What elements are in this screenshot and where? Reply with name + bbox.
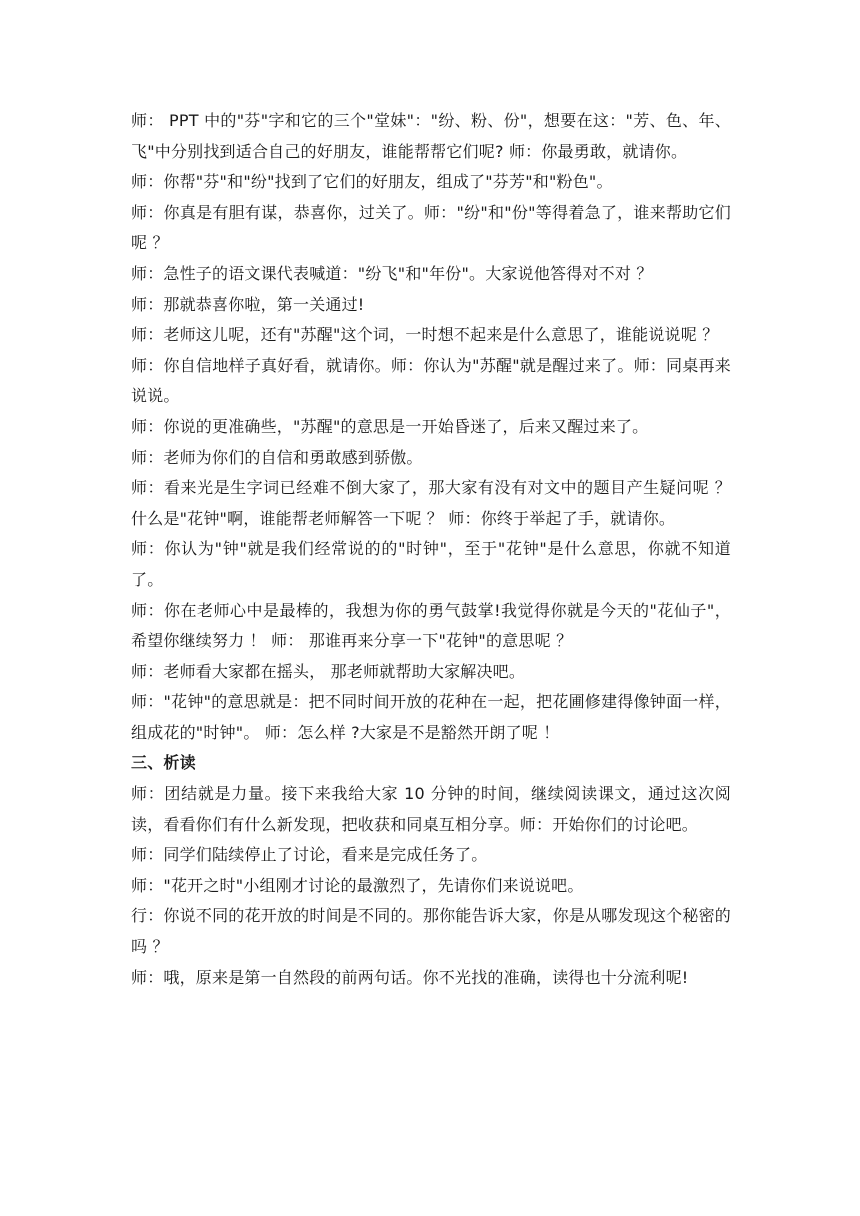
paragraph-3: 师：你真是有胆有谋，恭喜你，过关了。师："纷"和"份"等得着急了，谁来帮助它们呢 ？ bbox=[131, 202, 731, 253]
section-heading: 三、析读 bbox=[131, 753, 196, 773]
document-body bbox=[131, 106, 731, 993]
paragraph-15: 师：团结就是力量。接下来我给大家 10 分钟的时间，继续阅读课文，通过这次阅读，看看你们有什么新发现，把收获和同桌互相分享。师：开始你们的讨论吧。 bbox=[131, 784, 731, 834]
paragraph-12: 师：你在老师心中是最棒的，我想为你的勇气鼓掌!我觉得你就是今天的"花仙子"，希望你继续努力 ！ 师： 那谁再来分享一下"花钟"的意思呢 ？ bbox=[131, 600, 731, 651]
paragraph-1: 师： PPT 中的"芬"字和它的三个"堂妹"："纷、粉、份"，想要在这："芳、色、年、飞"中分别找到适合自己的好朋友，谁能帮帮它们呢? 师：你最勇敢，就请你。 bbox=[131, 111, 731, 161]
paragraph-11: 师：你认为"钟"就是我们经常说的的"时钟"，至于"花钟"是什么意思，你就不知道了。 bbox=[131, 539, 731, 589]
paragraph-2: 师：你帮"芬"和"纷"找到了它们的好朋友，组成了"芬芳"和"粉色"。 bbox=[131, 172, 613, 192]
paragraph-8: 师：你说的更准确些，"苏醒"的意思是一开始昏迷了，后来又醒过来了。 bbox=[131, 416, 649, 436]
paragraph-5: 师：那就恭喜你啦，第一关通过! bbox=[131, 294, 365, 314]
paragraph-14: 师："花钟"的意思就是：把不同时间开放的花种在一起，把花圃修建得像钟面一样，组成花的"时钟"。 师：怎么样 ?大家是不是豁然开朗了呢 ！ bbox=[131, 692, 731, 742]
paragraph-9: 师：老师为你们的自信和勇敢感到骄傲。 bbox=[131, 447, 423, 467]
paragraph-4: 师：急性子的语文课代表喊道："纷飞"和"年份"。大家说他答得对不对 ？ bbox=[131, 263, 653, 283]
paragraph-6: 师：老师这儿呢，还有"苏醒"这个词，一时想不起来是什么意思了，谁能说说呢 ？ bbox=[131, 325, 719, 345]
paragraph-7: 师：你自信地样子真好看，就请你。师：你认为"苏醒"就是醒过来了。师：同桌再来说说。 bbox=[131, 355, 731, 406]
paragraph-19: 师：哦，原来是第一自然段的前两句话。你不光找的准确，读得也十分流利呢! bbox=[131, 967, 689, 987]
paragraph-17: 师："花开之时"小组刚才讨论的最激烈了，先请你们来说说吧。 bbox=[131, 875, 584, 895]
paragraph-13: 师：老师看大家都在摇头， 那老师就帮助大家解决吧。 bbox=[131, 661, 526, 681]
paragraph-18: 行：你说不同的花开放的时间是不同的。那你能告诉大家，你是从哪发现这个秘密的吗 ？ bbox=[131, 906, 731, 957]
paragraph-10: 师：看来光是生字词已经难不倒大家了，那大家有没有对文中的题目产生疑问呢 ？ 什么是"花钟"啊，谁能帮老师解答一下呢 ？ 师：你终于举起了手，就请你。 bbox=[131, 478, 731, 528]
paragraph-16: 师：同学们陆续停止了讨论，看来是完成任务了。 bbox=[131, 845, 488, 865]
